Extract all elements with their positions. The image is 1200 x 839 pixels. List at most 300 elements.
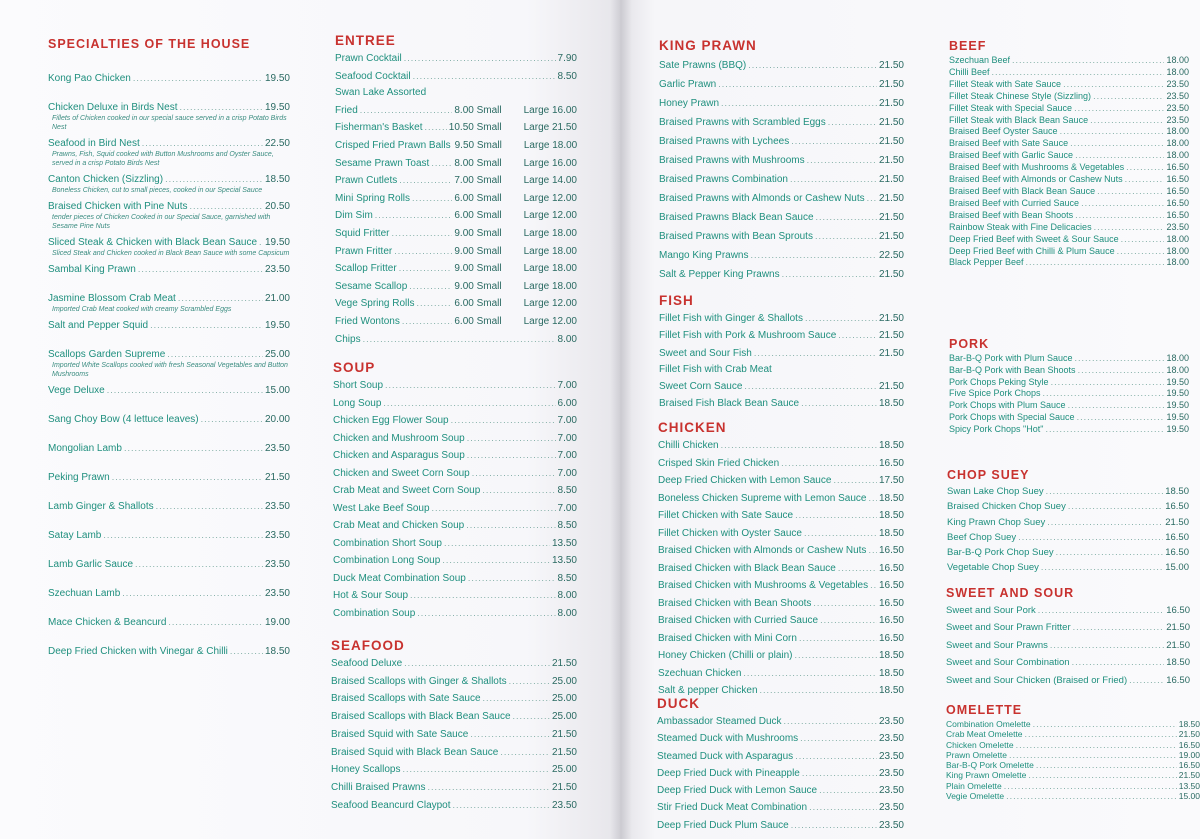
menu-item-name: Deep Fried Chicken with Lemon Sauce xyxy=(658,475,832,486)
menu-item xyxy=(657,799,904,816)
menu-item-price: 15.00 xyxy=(1178,791,1200,802)
menu-item-price: 19.50 xyxy=(1166,411,1189,422)
menu-item-name: Vege Spring Rolls xyxy=(335,298,415,310)
menu-item xyxy=(949,365,1189,377)
dot-leader xyxy=(1068,499,1163,513)
menu-item-price: 16.50 xyxy=(878,562,904,574)
section-soup xyxy=(333,360,577,622)
item-spacer xyxy=(48,334,290,346)
menu-item xyxy=(659,327,904,344)
menu-item xyxy=(48,643,290,660)
dot-leader xyxy=(1068,400,1165,412)
menu-item xyxy=(947,499,1189,514)
menu-item-name: Braised Prawns with Mushrooms xyxy=(659,155,805,166)
menu-item-name: Black Pepper Beef xyxy=(949,257,1024,268)
menu-item-price: 21.50 xyxy=(878,174,904,185)
menu-item xyxy=(659,265,904,284)
menu-item-price: 8.50 xyxy=(557,70,577,82)
menu-item xyxy=(331,797,577,815)
section-duck xyxy=(657,696,904,834)
menu-item-name: Deep Fried Duck with Pineapple xyxy=(657,767,800,779)
menu-item-price: 13.50 xyxy=(551,537,577,549)
menu-item-name: Deep Fried Beef with Sweet & Sour Sauce xyxy=(949,233,1119,244)
menu-item xyxy=(946,781,1200,791)
menu-item xyxy=(335,243,577,261)
dot-leader xyxy=(1081,198,1164,210)
menu-item-name: Braised Prawns Black Bean Sauce xyxy=(659,212,814,223)
menu-item xyxy=(947,530,1189,545)
menu-item-price: 25.00 xyxy=(551,764,577,776)
menu-item-price: 16.50 xyxy=(1166,162,1189,173)
dot-leader xyxy=(1036,760,1177,770)
section-heading: DUCK xyxy=(657,696,700,711)
dot-leader xyxy=(1075,353,1165,365)
menu-item-name: Bar-B-Q Pork Chop Suey xyxy=(947,547,1054,559)
menu-item xyxy=(949,400,1189,412)
dot-leader xyxy=(201,411,263,428)
dot-leader xyxy=(483,690,550,707)
menu-item xyxy=(657,817,904,834)
menu-item-name: Squid Fritter xyxy=(335,227,390,239)
menu-item xyxy=(658,647,904,665)
menu-item-price: 18.50 xyxy=(878,492,904,504)
dot-leader xyxy=(442,552,550,569)
dot-leader xyxy=(828,113,877,132)
menu-item-price: 19.00 xyxy=(264,617,290,628)
menu-item xyxy=(335,85,577,102)
dot-leader xyxy=(466,517,555,534)
menu-item-name: Mace Chicken & Beancurd xyxy=(48,617,167,628)
menu-item xyxy=(946,791,1200,801)
dot-leader xyxy=(509,673,550,690)
menu-item-name: Crab Meat Omelette xyxy=(946,729,1023,740)
menu-item xyxy=(659,395,904,412)
menu-item-name: Pork Chops with Plum Sauce xyxy=(949,400,1066,411)
menu-item-name: Braised Scallops with Sate Sauce xyxy=(331,693,481,705)
menu-item xyxy=(946,740,1200,750)
menu-item-price: 13.50 xyxy=(551,555,577,566)
dot-leader xyxy=(431,155,452,172)
menu-item xyxy=(659,132,904,151)
dot-leader xyxy=(1070,138,1164,150)
menu-item-price: 23.50 xyxy=(878,767,904,779)
menu-item-price: 25.00 xyxy=(551,675,577,687)
menu-item-name: Fillet Steak with Special Sauce xyxy=(949,102,1073,113)
menu-item-name: Prawn Cutlets xyxy=(335,175,398,187)
menu-item xyxy=(335,295,577,313)
menu-item-name: Lamb Garlic Sauce xyxy=(48,559,134,570)
menu-item-name: Swan Lake Assorted xyxy=(335,87,427,99)
item-spacer xyxy=(48,486,290,498)
menu-item xyxy=(335,331,577,349)
menu-item-name: King Prawn Chop Suey xyxy=(947,516,1046,528)
dot-leader xyxy=(513,708,550,725)
dot-leader xyxy=(1004,781,1177,791)
menu-item-price: 18.00 xyxy=(1166,150,1189,161)
menu-item-name: Fillet Steak with Sate Sauce xyxy=(949,78,1062,89)
dot-leader xyxy=(112,469,263,486)
menu-item-name: Braised Chicken with Mini Corn xyxy=(658,632,797,644)
dot-leader xyxy=(1078,365,1165,377)
dot-leader xyxy=(791,132,877,151)
menu-item-price: 23.50 xyxy=(878,802,904,814)
menu-item-large-price: Large 21.50 xyxy=(523,122,577,134)
menu-item-price: 19.50 xyxy=(264,102,290,113)
menu-item xyxy=(333,570,577,588)
menu-item-price: 8.00 Small xyxy=(454,157,502,169)
menu-item-name: Deep Fried Duck with Lemon Sauce xyxy=(657,785,818,797)
menu-item-large-price: Large 18.00 xyxy=(523,139,578,151)
menu-item-name: Braised Beef with Bean Shoots xyxy=(949,209,1074,220)
menu-item-price: 20.00 xyxy=(264,414,290,425)
menu-item-name: Fillet Fish with Crab Meat xyxy=(659,363,772,375)
dot-leader xyxy=(743,665,877,682)
menu-item xyxy=(335,225,577,243)
menu-item-price: 21.50 xyxy=(878,381,904,393)
dot-leader xyxy=(410,587,555,604)
dot-leader xyxy=(1077,412,1165,424)
menu-item xyxy=(949,424,1189,436)
menu-item-price: 21.50 xyxy=(551,728,577,740)
menu-item xyxy=(48,440,290,457)
menu-item-name: Sweet Corn Sauce xyxy=(659,381,743,393)
menu-item xyxy=(658,612,904,630)
menu-item xyxy=(335,50,577,68)
menu-item-name: Braised Beef with Sate Sauce xyxy=(949,138,1069,149)
menu-item xyxy=(949,257,1189,269)
menu-item-price: 21.50 xyxy=(551,781,577,793)
menu-item xyxy=(335,190,577,208)
dot-leader xyxy=(1093,91,1164,103)
menu-item-price: 16.50 xyxy=(1178,739,1200,750)
menu-item-large-price: Large 12.00 xyxy=(523,315,577,327)
menu-item-price: 21.50 xyxy=(1178,770,1200,781)
menu-item-price: 21.00 xyxy=(264,293,290,304)
menu-item-price: 21.50 xyxy=(878,155,904,166)
menu-item-price: 21.50 xyxy=(878,79,904,90)
menu-item-name: Braised Beef with Curried Sauce xyxy=(949,197,1080,208)
menu-item xyxy=(949,353,1189,365)
section-heading: ENTREE xyxy=(335,33,396,48)
menu-item xyxy=(659,75,904,94)
item-spacer xyxy=(48,457,290,469)
dot-leader xyxy=(385,377,555,394)
dot-leader xyxy=(1041,560,1163,574)
menu-item-price: 18.00 xyxy=(1166,364,1189,375)
dot-leader xyxy=(795,748,877,764)
menu-item xyxy=(333,535,577,553)
menu-item-price: 6.00 Small xyxy=(454,210,502,222)
menu-item xyxy=(331,779,577,797)
menu-item xyxy=(333,430,577,448)
dot-leader xyxy=(1025,729,1177,739)
dot-leader xyxy=(868,490,877,507)
dot-leader xyxy=(1063,79,1164,91)
menu-item-price: 16.50 xyxy=(1178,760,1200,771)
menu-item xyxy=(949,162,1189,174)
menu-item-price: 23.50 xyxy=(1166,90,1189,101)
dot-leader xyxy=(807,151,877,170)
menu-item-price: 16.50 xyxy=(1166,185,1189,196)
menu-item-name: Mongolian Lamb xyxy=(48,443,122,454)
menu-item-name: Prawn Fritter xyxy=(335,245,393,257)
menu-item-price: 16.50 xyxy=(1166,197,1189,208)
dot-leader xyxy=(804,525,877,542)
menu-item-name: Braised Chicken with Mushrooms & Vegetables xyxy=(658,580,869,591)
menu-item xyxy=(949,377,1189,389)
menu-item-name: Canton Chicken (Sizzling) xyxy=(48,174,164,185)
menu-item-large-price: Large 12.00 xyxy=(523,210,577,222)
menu-item xyxy=(949,412,1189,424)
menu-item-price: 9.00 Small xyxy=(454,263,502,275)
menu-item-price: 18.00 xyxy=(1166,257,1189,268)
menu-item-price: 25.00 xyxy=(551,711,577,723)
menu-item-name: Braised Beef with Black Bean Sauce xyxy=(949,185,1096,196)
menu-item-name: Combination Omelette xyxy=(946,719,1031,729)
menu-item xyxy=(949,55,1189,67)
dot-leader xyxy=(470,726,550,743)
menu-item-name: Szechuan Lamb xyxy=(48,588,121,599)
dot-leader xyxy=(391,225,452,242)
menu-item xyxy=(333,447,577,465)
menu-item-name: Braised Chicken with Bean Shoots xyxy=(658,597,812,609)
menu-item xyxy=(946,770,1200,780)
dot-leader xyxy=(802,765,877,781)
menu-item-description: tender pieces of Chicken Cooked in our Special Sauce, garnished with Sesame Pine Nuts xyxy=(52,214,271,230)
menu-item xyxy=(333,552,577,570)
item-spacer xyxy=(48,573,290,585)
menu-item xyxy=(331,761,577,779)
menu-item xyxy=(659,345,904,362)
dot-leader xyxy=(133,70,263,87)
menu-item-price: 22.50 xyxy=(878,250,904,261)
menu-item xyxy=(946,672,1190,689)
dot-leader xyxy=(1043,388,1165,400)
menu-item xyxy=(658,525,904,543)
menu-item-name: Szechuan Chicken xyxy=(658,667,742,679)
menu-item-large-price: Large 18.00 xyxy=(523,245,577,257)
menu-item-price: 7.00 xyxy=(557,432,577,444)
menu-item xyxy=(659,310,904,327)
menu-item xyxy=(335,137,577,155)
menu-item xyxy=(657,748,904,765)
dot-leader xyxy=(394,243,452,260)
menu-item-price: 23.50 xyxy=(878,716,904,727)
menu-item xyxy=(659,56,904,75)
menu-item-price: 19.50 xyxy=(1166,388,1189,399)
menu-item xyxy=(333,465,577,483)
dot-leader xyxy=(795,647,877,664)
menu-item-name: Honey Scallops xyxy=(331,764,401,776)
menu-item-price: 23.50 xyxy=(264,501,290,512)
dot-leader xyxy=(815,227,877,246)
menu-item-name: Prawn Omelette xyxy=(946,749,1007,760)
menu-item-price: 8.00 xyxy=(557,333,577,345)
dot-leader xyxy=(444,535,550,552)
menu-item-price: 18.50 xyxy=(878,685,904,696)
menu-item-name: Mini Spring Rolls xyxy=(335,192,411,204)
menu-item xyxy=(949,67,1189,79)
item-spacer xyxy=(48,278,290,290)
menu-item-name: Deep Fried Beef with Chilli & Plum Sauce xyxy=(949,245,1115,256)
menu-item xyxy=(659,208,904,227)
menu-item-name: Vegetable Chop Suey xyxy=(947,562,1039,574)
menu-item-name: Combination Long Soup xyxy=(333,555,441,566)
menu-item-price: 21.50 xyxy=(878,231,904,242)
menu-item-name: King Prawn Omelette xyxy=(946,770,1027,781)
menu-item xyxy=(949,186,1189,198)
menu-item xyxy=(946,729,1200,739)
menu-item-name: Braised Beef with Garlic Sauce xyxy=(949,150,1074,161)
menu-item-price: 7.00 xyxy=(557,467,577,479)
menu-item xyxy=(658,542,904,560)
menu-item-name: Braised Prawns with Scrambled Eggs xyxy=(659,117,826,128)
dot-leader xyxy=(819,782,877,798)
menu-item-name: Sambal King Prawn xyxy=(48,264,136,275)
menu-item-price: 8.50 xyxy=(557,572,577,584)
menu-item-name: Sesame Scallop xyxy=(335,280,408,292)
menu-item-price: 18.50 xyxy=(878,667,904,679)
menu-item-price: 23.50 xyxy=(1166,221,1189,232)
menu-item-name: Pork Chops Peking Style xyxy=(949,376,1049,387)
dot-leader xyxy=(799,630,877,647)
dot-leader xyxy=(1073,619,1165,635)
menu-item-description: Fillets of Chicken cooked in our special sauce served in a crisp Potato Birds Nest xyxy=(52,115,287,131)
menu-item-price: 21.50 xyxy=(878,60,904,71)
dot-leader xyxy=(363,331,556,348)
menu-item-price: 18.00 xyxy=(1166,245,1189,256)
section-heading: KING PRAWN xyxy=(659,38,757,53)
menu-item-large-price: Large 18.00 xyxy=(523,280,577,292)
menu-item-name: Fillet Chicken with Oyster Sauce xyxy=(658,527,802,539)
menu-item-price: 16.50 xyxy=(1166,605,1190,616)
menu-item-name: Hot & Sour Soup xyxy=(333,590,409,601)
menu-item-name: Plain Omelette xyxy=(946,780,1002,791)
menu-item xyxy=(331,655,577,673)
menu-item xyxy=(949,222,1189,234)
menu-item xyxy=(949,126,1189,138)
menu-item-name: Rainbow Steak with Fine Delicacies xyxy=(949,221,1092,232)
menu-item xyxy=(48,382,290,399)
menu-item-price: 18.50 xyxy=(264,646,290,657)
menu-item-price: 23.50 xyxy=(1166,102,1189,113)
menu-item xyxy=(335,313,577,331)
dot-leader xyxy=(1006,791,1177,801)
section-entree xyxy=(335,33,577,348)
dot-leader xyxy=(718,75,877,94)
menu-item xyxy=(949,138,1189,150)
section-heading: OMELETTE xyxy=(946,703,1023,717)
menu-item xyxy=(48,498,290,515)
dot-leader xyxy=(1094,222,1165,234)
menu-item xyxy=(335,119,577,137)
menu-item-name: Ambassador Steamed Duck xyxy=(657,716,782,727)
menu-item-price: 23.50 xyxy=(1166,114,1189,125)
dot-leader xyxy=(468,570,556,587)
dot-leader xyxy=(800,730,877,746)
menu-item-name: Long Soup xyxy=(333,397,382,409)
menu-item xyxy=(335,172,577,190)
menu-item-price: 18.00 xyxy=(1166,233,1189,244)
section-fish xyxy=(659,293,904,413)
dot-leader xyxy=(1056,545,1164,559)
menu-item-price: 21.50 xyxy=(878,330,904,342)
section-heading: SPECIALTIES OF THE HOUSE xyxy=(48,37,251,51)
menu-item-price: 7.00 xyxy=(557,380,577,391)
menu-item-price: 6.00 Small xyxy=(454,192,502,204)
dot-leader xyxy=(156,498,263,515)
item-spacer xyxy=(48,87,290,99)
menu-item-name: Sesame Prawn Toast xyxy=(335,157,430,169)
menu-item-price: 21.50 xyxy=(1166,622,1190,634)
menu-item-name: Crisped Skin Fried Chicken xyxy=(658,457,780,469)
menu-item-price: 6.00 xyxy=(557,397,577,409)
menu-item xyxy=(949,103,1189,115)
menu-item-name: Chicken Deluxe in Birds Nest xyxy=(48,102,178,113)
menu-item xyxy=(335,260,577,278)
section-heading: FISH xyxy=(659,293,694,308)
menu-item-name: Five Spice Pork Chops xyxy=(949,388,1041,399)
menu-item-name: Swan Lake Chop Suey xyxy=(947,486,1044,497)
menu-item-name: Stir Fried Duck Meat Combination xyxy=(657,802,808,814)
menu-item-price: 21.50 xyxy=(878,136,904,147)
dot-leader xyxy=(168,614,263,631)
menu-item-name: Fillet Fish with Ginger & Shallots xyxy=(659,313,803,324)
menu-item-price: 7.00 xyxy=(557,450,577,461)
dot-leader xyxy=(138,261,263,278)
menu-item-price: 22.50 xyxy=(264,138,290,149)
menu-item xyxy=(331,673,577,691)
menu-item xyxy=(658,560,904,578)
dot-leader xyxy=(791,817,877,833)
section-chop-suey xyxy=(947,467,1189,576)
menu-item-price: 8.50 xyxy=(557,520,577,531)
menu-item xyxy=(947,515,1189,530)
menu-item-price: 19.50 xyxy=(1166,423,1189,434)
item-spacer xyxy=(48,515,290,527)
section-seafood xyxy=(331,638,577,814)
menu-item-price: 16.50 xyxy=(1166,674,1190,686)
menu-item-price: 19.50 xyxy=(264,237,290,248)
menu-item-name: Crab Meat and Chicken Soup xyxy=(333,520,465,531)
dot-leader xyxy=(1090,115,1164,127)
menu-item-description: Imported Crab Meat cooked with creamy Scrambled Eggs xyxy=(52,306,232,313)
dot-leader xyxy=(809,799,877,815)
menu-item xyxy=(335,278,577,296)
menu-item-price: 18.50 xyxy=(1166,657,1190,669)
menu-item-name: Peking Prawn xyxy=(48,472,110,483)
menu-item-name: Fried xyxy=(335,104,358,116)
menu-item xyxy=(333,395,577,413)
menu-center-fold xyxy=(610,0,632,839)
item-spacer xyxy=(48,660,290,672)
menu-item-price: 18.00 xyxy=(1166,126,1189,137)
dot-leader xyxy=(1018,530,1163,544)
menu-item xyxy=(947,545,1189,560)
menu-item-name: Salt & pepper Chicken xyxy=(658,685,758,696)
dot-leader xyxy=(1009,750,1177,760)
dot-leader xyxy=(409,278,452,295)
menu-item-price: 7.00 Small xyxy=(454,175,502,187)
menu-item xyxy=(659,246,904,265)
menu-item-price: 18.50 xyxy=(878,398,904,410)
menu-item-large-price: Large 14.00 xyxy=(523,175,577,187)
menu-item xyxy=(949,388,1189,400)
menu-item-large-price: Large 16.00 xyxy=(523,157,577,169)
menu-item-price: 21.50 xyxy=(878,193,904,204)
menu-item xyxy=(333,517,577,535)
menu-item-name: Boneless Chicken Supreme with Lemon Sauce xyxy=(658,492,867,504)
